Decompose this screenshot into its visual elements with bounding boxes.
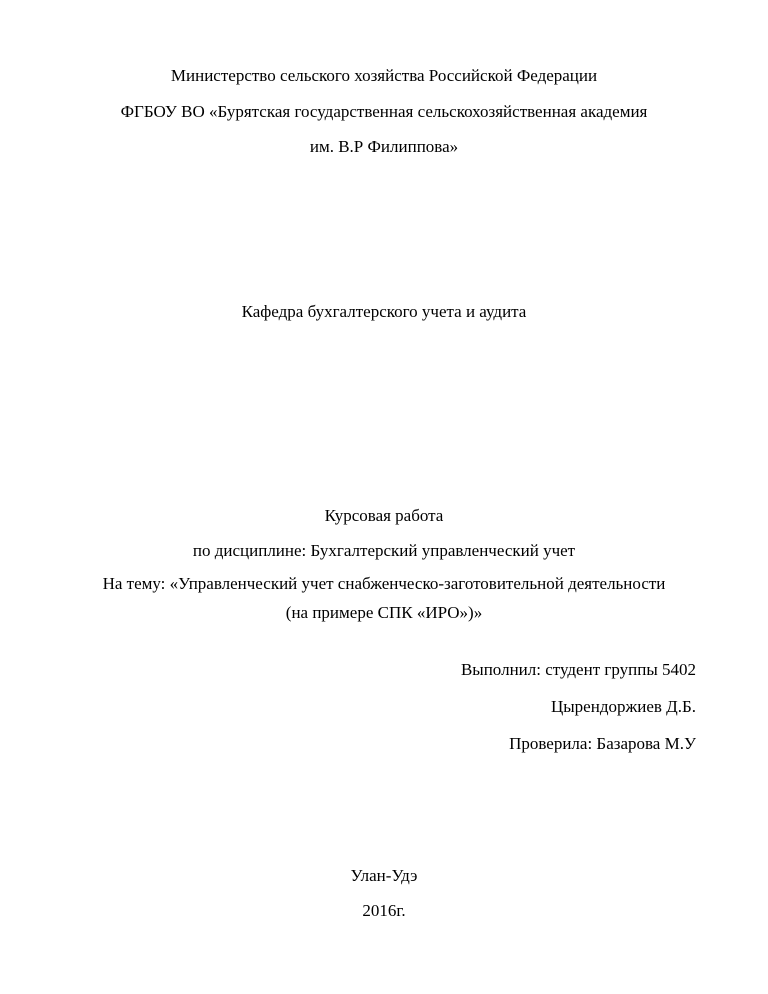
performed-by: Выполнил: студент группы 5402 [460, 660, 696, 679]
discipline-line: по дисциплине: Бухгалтерский управленческий учет [192, 541, 576, 560]
year: 2016г. [362, 901, 406, 920]
topic-line-2: (на примере СПК «ИРО»)» [285, 603, 483, 622]
checked-by: Проверила: Базарова М.У [509, 734, 696, 753]
institution-line-2: им. В.Р Филиппова» [309, 137, 459, 156]
city: Улан-Удэ [350, 866, 418, 885]
institution-line-1: ФГБОУ ВО «Бурятская государственная сельскохозяйственная академия [120, 102, 648, 121]
ministry-line: Министерство сельского хозяйства Российской Федерации [170, 66, 598, 85]
topic-line-1: На тему: «Управленческий учет снабженческо-заготовительной деятельности [102, 574, 666, 593]
department-line: Кафедра бухгалтерского учета и аудита [241, 302, 527, 321]
work-type: Курсовая работа [324, 506, 444, 525]
student-name: Цырендоржиев Д.Б. [550, 697, 696, 716]
